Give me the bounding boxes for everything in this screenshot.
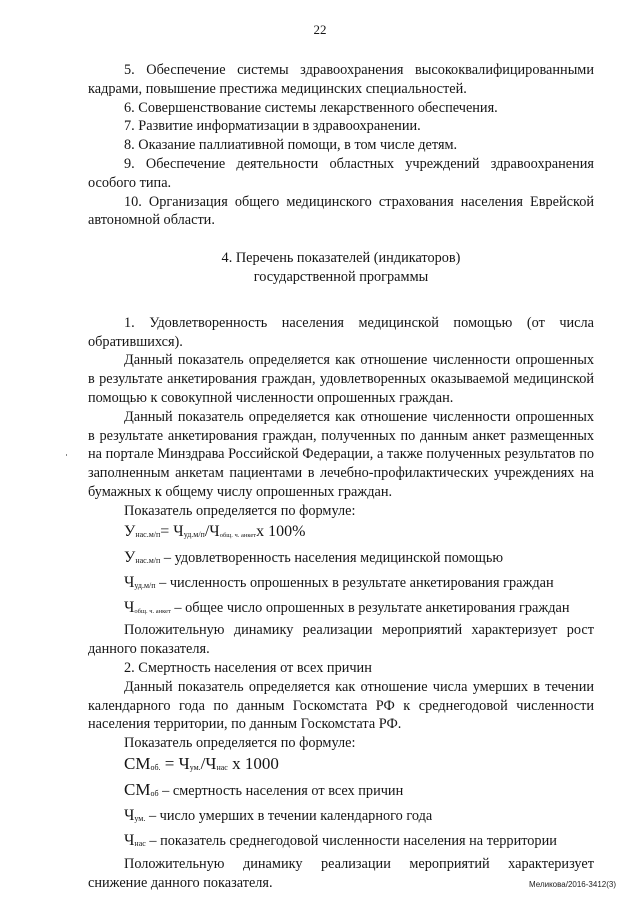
indicator-2-formula: СМоб. = Чум./Чнас х 1000 <box>124 753 279 773</box>
task-item-6: 6. Совершенствование системы лекарственного обеспечения. <box>124 99 498 116</box>
indicator-1-heading: 1. Удовлетворенность населения медицинской помощью (от числа обратившихся). <box>88 314 594 350</box>
section-title-line2: государственной программы <box>253 268 429 285</box>
indicator-2-definition-2: Чум. – число умерших в течении календарного года <box>124 806 433 824</box>
indicator-1-formula-intro: Показатель определяется по формуле: <box>124 502 356 519</box>
indicator-2-definition-1: СМоб – смертность населения от всех причин <box>124 779 404 799</box>
indicator-1-definition-1: Унас.м/п – удовлетворенность населения медицинской помощью <box>124 548 504 566</box>
document-footer-code: Меликова/2016-3412(3) <box>529 880 616 889</box>
indicator-1-paragraph-2: Данный показатель определяется как отношение численности опрошенных в результате анкетирования граждан, полученных по данным анкет размещенных на портале Минздрава Российской Федерации, а также полученных результатов по заполненным анкетам пациентами в лечебно-профилактических учреждениях на бумажных к общему числу опрошенных граждан. <box>88 408 594 500</box>
task-item-5: 5. Обеспечение системы здравоохранения высококвалифицированными кадрами, повышение престижа медицинских специальностей. <box>88 62 594 97</box>
indicator-2-paragraph-1: Данный показатель определяется как отношение числа умерших в течении календарного года по данным Госкомстата РФ к среднегодовой численности населения территории, по данным Госкомстата РФ. <box>88 678 594 733</box>
indicator-2-definition-3: Чнас – показатель среднегодовой численности населения на территории <box>124 831 557 849</box>
section-title-line1: 4. Перечень показателей (индикаторов) <box>221 250 461 267</box>
indicator-2-formula-intro: Показатель определяется по формуле: <box>124 735 356 752</box>
task-item-7: 7. Развитие информатизации в здравоохранении. <box>124 118 421 135</box>
indicator-2-heading: 2. Смертность населения от всех причин <box>124 659 372 676</box>
indicator-1-conclusion: Положительную динамику реализации мероприятий характеризует рост данного показателя. <box>88 622 594 658</box>
document-body <box>88 61 594 893</box>
indicator-1-formula: Унас.м/п= Чуд.м/п/Чобщ. ч. анкетх 100% <box>124 522 306 540</box>
scan-mark <box>66 454 67 456</box>
indicator-2-conclusion: Положительную динамику реализации мероприятий характеризует снижение данного показателя. <box>88 855 594 891</box>
indicator-1-definition-2: Чуд.м/п – численность опрошенных в результате анкетирования граждан <box>124 573 554 591</box>
indicator-1-paragraph-1: Данный показатель определяется как отношение численности опрошенных в результате анкетирования граждан, удовлетворенных оказываемой медицинской помощью к совокупной численности опрошенных граждан. <box>88 352 594 406</box>
task-item-10: 10. Организация общего медицинского страхования населения Еврейской автономной области. <box>88 193 594 229</box>
task-item-8: 8. Оказание паллиативной помощи, в том числе детям. <box>124 137 458 154</box>
indicator-1-definition-3: Чобщ. ч. анкет – общее число опрошенных в результате анкетирования граждан <box>124 598 570 616</box>
task-item-9: 9. Обеспечение деятельности областных учреждений здравоохранения особого типа. <box>88 155 594 191</box>
page-number: 22 <box>313 22 327 37</box>
